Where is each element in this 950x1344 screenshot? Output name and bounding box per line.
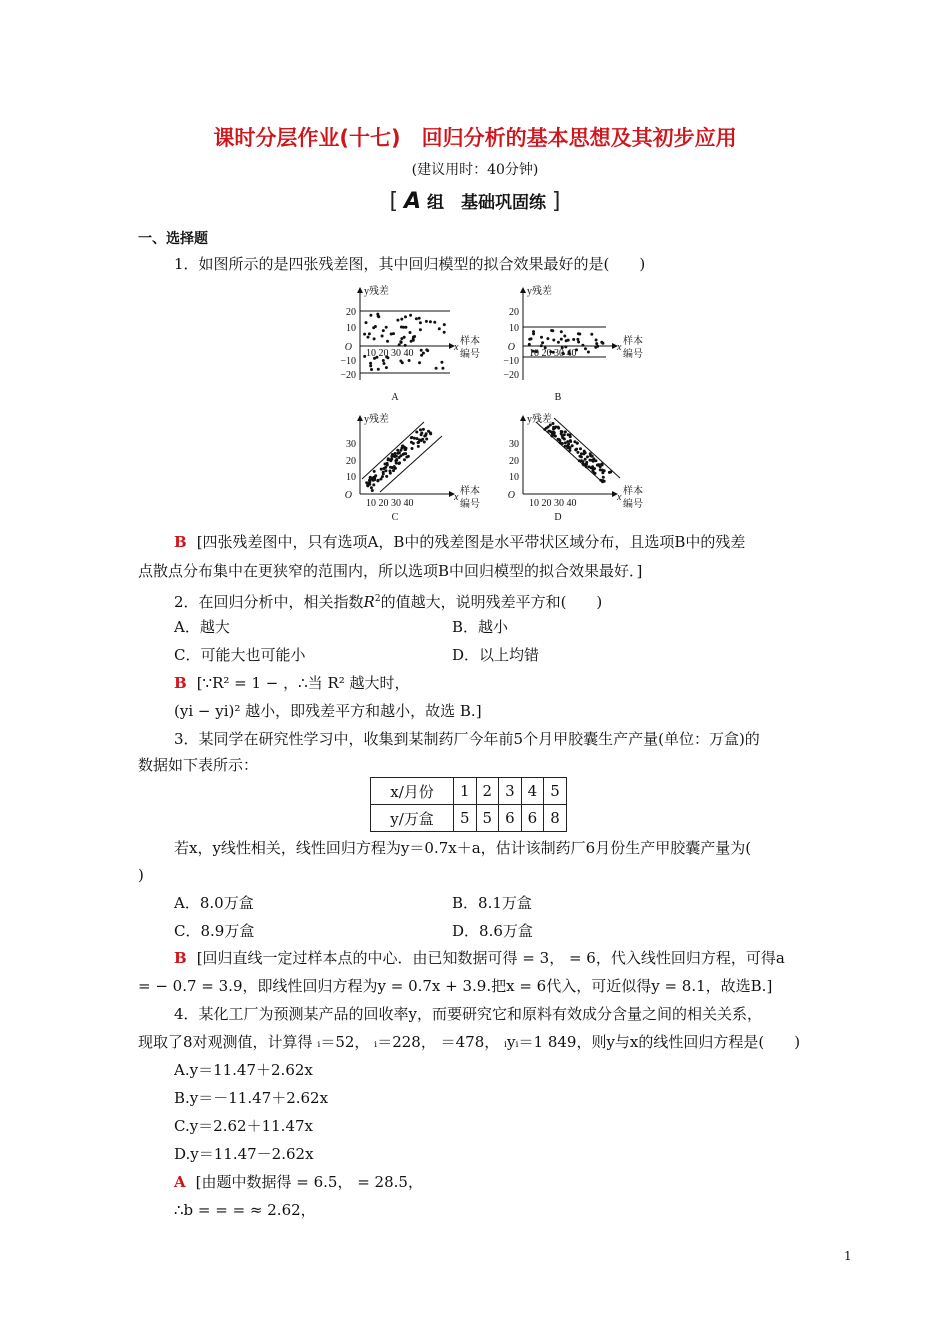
residual-point [547,430,550,433]
residual-point [418,361,421,364]
residual-point [373,337,376,340]
tick-label: −20 [340,370,356,381]
q2-stem-sup: 2 [374,594,381,604]
x-axis-label-2: 编号 [460,499,480,510]
residual-point [579,447,582,450]
residual-point [566,440,569,443]
tick-label: 20 [346,456,356,467]
residual-point [371,489,374,492]
residual-point [560,430,563,433]
residual-point [395,462,398,465]
residual-point [577,341,580,344]
residual-point [374,325,377,328]
tick-label: 20 [346,307,356,318]
origin-label: O [507,342,515,353]
residual-point [385,326,388,329]
x-tick-labels: 10 20 30 40 [366,498,414,509]
plot-b [523,288,617,380]
tick-label: 30 [346,439,356,450]
residual-point [595,339,598,342]
residual-point [569,440,572,443]
residual-point [376,313,379,316]
residual-point [557,341,560,344]
residual-point [381,335,384,338]
residual-point [417,441,420,444]
residual-point [369,364,372,367]
residual-point [601,479,604,482]
q2-option-d: D．以上均错 [452,646,540,664]
q4-option-c: C.y＝2.62＋11.47x [174,1117,313,1135]
residual-point [365,481,368,484]
residual-point [560,330,563,333]
plot-caption: A [391,392,399,403]
q4-explain-2: ∴b = = = ≈ 2.62， [174,1201,316,1219]
bracket-left: [ [389,189,399,214]
residual-point [401,361,404,364]
residual-point [580,455,583,458]
tick-label: 20 [509,307,519,318]
origin-label: O [507,490,515,501]
residual-point [398,461,401,464]
residual-point [425,348,428,351]
residual-point [369,476,372,479]
residual-point [584,347,587,350]
residual-point [584,458,587,461]
residual-point [581,344,584,347]
residual-point [576,338,579,341]
residual-plots-figure [338,284,668,524]
q4-answer: A [174,1173,186,1191]
residual-point [601,463,604,466]
residual-point [586,455,589,458]
residual-point [433,321,436,324]
residual-point [576,451,579,454]
residual-point [551,432,554,435]
x-axis-label-2: 编号 [623,349,643,360]
page-number: 1 [844,1249,852,1263]
residual-point [564,445,567,448]
residual-point [363,333,366,336]
table-row [371,805,567,832]
residual-point [528,338,531,341]
residual-point [438,327,441,330]
residual-point [543,428,546,431]
residual-point [541,341,544,344]
residual-point [403,336,406,339]
residual-point [582,460,585,463]
residual-point [409,331,412,334]
residual-point [567,443,570,446]
residual-point [578,333,581,336]
residual-point [369,362,372,365]
q1-stem: 1．如图所示的是四张残差图，其中回归模型的拟合效果最好的是( ) [174,255,646,273]
residual-point [400,318,403,321]
residual-point [370,486,373,489]
q3-table [370,777,567,832]
q3-stem-4: ) [138,866,144,884]
q4-option-d: D.y＝11.47－2.62x [174,1145,314,1163]
tick-label: −20 [503,370,519,381]
residual-point [403,446,406,449]
plot-caption: B [554,392,562,403]
q2-stem [174,589,602,612]
residual-point [400,447,403,450]
residual-point [382,329,385,332]
residual-point [370,368,373,371]
residual-point [384,469,387,472]
residual-point [389,470,392,473]
residual-point [389,466,392,469]
residual-point [592,471,595,474]
table-cell: x/月份 [371,778,454,805]
x-axis-label-1: 样本 [623,336,643,347]
residual-point [419,328,422,331]
residual-point [387,458,390,461]
residual-point [554,426,557,429]
y-axis-label: y残差 [364,414,389,425]
residual-point [373,470,376,473]
residual-point [422,352,425,355]
plot-caption: C [391,512,399,523]
residual-point [420,349,423,352]
residual-point [546,337,549,340]
residual-point [443,331,446,334]
residual-point [540,344,543,347]
residual-point [540,336,543,339]
x-axis-label: x [454,342,459,353]
residual-point [368,483,371,486]
residual-point [578,459,581,462]
q4-stem-2: 现取了8对观测值，计算得 ᵢ＝52， ᵢ＝228， ＝478， ᵢyᵢ＝1 849，则y与x的线性回归方程是( ) [138,1033,801,1051]
residual-point [420,433,423,436]
residual-point [589,459,592,462]
residual-point [435,367,438,370]
residual-point [441,367,444,370]
x-axis-label-2: 编号 [623,499,643,510]
residual-point [572,338,575,341]
residual-point [377,368,380,371]
residual-point [552,339,555,342]
residual-point [391,453,394,456]
residual-point [421,438,424,441]
residual-point [392,469,395,472]
residual-point [425,320,428,323]
residual-point [589,452,592,455]
q4-stem-1: 4．某化工厂为预测某产品的回收率y，而要研究它和原料有效成分含量之间的相关关系， [174,1005,763,1023]
x-tick-labels: 10 20 30 40 [529,348,577,359]
q4-explain-1: [由题中数据得 = 6.5， = 28.5， [195,1173,423,1191]
residual-point [600,341,603,344]
residual-point [429,431,432,434]
residual-point [595,342,598,345]
x-axis-label: x [454,492,459,503]
residual-point [575,448,578,451]
q1-answer: B [174,533,187,551]
table-cell: y/万盒 [371,805,454,832]
q2-option-b: B．越小 [452,618,509,636]
residual-point [418,317,421,320]
residual-point [394,452,397,455]
residual-point [565,339,568,342]
q4-option-a: A.y＝11.47＋2.62x [174,1061,313,1079]
residual-point [410,441,413,444]
residual-point [403,452,406,455]
tick-label: 30 [509,439,519,450]
q1-explain-2: 点散点分布集中在更狭窄的范围内，所以选项B中回归模型的拟合效果最好．] [138,562,643,580]
residual-point [380,478,383,481]
residual-point [560,338,563,341]
residual-point [408,359,411,362]
residual-point [398,456,401,459]
residual-point [417,445,420,448]
residual-point [528,343,531,346]
residual-point [372,479,375,482]
tick-label: −10 [503,356,519,367]
residual-point [592,460,595,463]
q2-answer: B [174,674,187,692]
residual-point [403,458,406,461]
residual-point [397,452,400,455]
residual-point [368,332,371,335]
q2-option-c: C．可能大也可能小 [174,646,306,664]
y-axis-label: y残差 [364,286,389,297]
tick-label: 10 [509,323,519,334]
section-heading: 一、选择题 [138,231,208,247]
q3-stem-2: 数据如下表所示： [138,756,259,774]
residual-point [547,425,550,428]
residual-point [532,332,535,335]
residual-point [591,455,594,458]
residual-point [599,468,602,471]
residual-point [393,465,396,468]
residual-point [602,476,605,479]
x-axis-label-1: 样本 [460,486,480,497]
q3-explain-1: [回归直线一定过样本点的中心．由已知数据可得 = 3， = 6，代入线性回归方程，可得a [196,949,785,967]
residual-point [383,362,386,365]
origin-label: O [344,490,352,501]
group-label: 组 基础巩固练 [426,193,546,213]
residual-point [402,326,405,329]
residual-point [422,428,425,431]
residual-point [411,447,414,450]
q3-option-c: C．8.9万盒 [174,922,255,940]
x-axis-label-2: 编号 [460,349,480,360]
q1-explain-1: [四张残差图中，只有选项A，B中的残差图是水平带状区域分布，且选项B中的残差 [196,533,746,551]
page-title: 课时分层作业(十七) 回归分析的基本思想及其初步应用 [213,126,737,150]
residual-point [568,449,571,452]
residual-plots [338,284,668,524]
residual-point [393,455,396,458]
q2-stem-r: R [363,593,375,611]
residual-point [419,321,422,324]
tick-label: 20 [509,456,519,467]
suggested-time: (建议用时：40分钟) [411,162,539,178]
q3-stem-3: 若x，y线性相关，线性回归方程为y＝0.7x＋a，估计该制药厂6月份生产甲胶囊产量为( [174,839,752,857]
residual-point [415,431,418,434]
residual-point [594,346,597,349]
residual-point [396,319,399,322]
x-tick-labels: 10 20 30 40 [366,348,414,359]
residual-point [384,466,387,469]
residual-point [390,333,393,336]
tick-label: 10 [346,323,356,334]
residual-point [404,344,407,347]
q3-explain-2: = − 0.7 = 3.9，即线性回归方程为y = 0.7x + 3.9.把x = 6代入，可近似得y = 8.1，故选B.] [138,977,773,995]
table-cell: 5 [476,805,499,832]
residual-point [567,433,570,436]
residual-point [424,434,427,437]
q2-answer-line [174,673,410,693]
residual-point [423,441,426,444]
residual-point [596,464,599,467]
residual-point [365,321,368,324]
x-axis-label-1: 样本 [623,486,643,497]
residual-point [440,361,443,364]
residual-point [582,452,585,455]
q3-answer: B [174,949,187,967]
residual-point [561,442,564,445]
residual-point [429,320,432,323]
residual-point [554,435,557,438]
q2-explain-2: (yi − yi)² 越小，即残差平方和越小，故选 B.] [174,702,482,720]
residual-point [396,449,399,452]
table-row [371,778,567,805]
residual-point [412,339,415,342]
residual-point [389,459,392,462]
plot-c [360,416,454,494]
q2-explain-1: [∵R² = 1 − ，∴当 R² 越大时， [196,674,410,692]
group-heading [0,188,950,214]
q4-option-b: B.y＝－11.47＋2.62x [174,1089,329,1107]
residual-point [398,343,401,346]
residual-point [404,315,407,318]
residual-point [369,314,372,317]
q3-option-a: A．8.0万盒 [174,894,254,912]
group-letter: A [404,189,422,214]
residual-point [418,438,421,441]
x-tick-labels: 10 20 30 40 [529,498,577,509]
residual-point [385,366,388,369]
q3-option-d: D．8.6万盒 [452,922,533,940]
table-cell: 8 [544,805,567,832]
table-cell: 2 [476,778,499,805]
residual-point [368,479,371,482]
q1-answer-line [174,532,745,552]
residual-point [587,351,590,354]
residual-point [583,464,586,467]
residual-point [551,329,554,332]
residual-point [443,323,446,326]
q2-stem-a: 2．在回归分析中，相关指数 [174,593,364,611]
q2-option-a: A．越大 [174,618,230,636]
plot-d [523,416,620,494]
residual-point [588,465,591,468]
q2-stem-b: 的值越大，说明残差平方和( ) [380,593,603,611]
x-axis-label: x [617,492,622,503]
table-cell: 3 [499,778,522,805]
tick-label: 10 [346,472,356,483]
residual-point [411,436,414,439]
y-axis-label: y残差 [527,286,552,297]
residual-point [563,335,566,338]
residual-point [590,333,593,336]
q3-stem-1: 3．某同学在研究性学习中，收集到某制药厂今年前5个月甲胶囊生产产量(单位：万盒)的 [174,730,760,748]
residual-point [386,340,389,343]
residual-point [564,430,567,433]
residual-point [569,446,572,449]
plot-a [360,288,454,380]
residual-point [609,471,612,474]
origin-label: O [344,342,352,353]
y-axis-label: y残差 [527,414,552,425]
plot-caption: D [554,512,562,523]
residual-point [576,442,579,445]
residual-point [376,479,379,482]
table-cell: 1 [454,778,477,805]
tick-label: 10 [509,472,519,483]
residual-point [557,438,560,441]
residual-point [591,465,594,468]
bracket-right: ] [551,189,561,214]
residual-point [380,468,383,471]
table-cell: 4 [521,778,544,805]
residual-point [399,340,402,343]
residual-point [405,456,408,459]
residual-point [382,359,385,362]
q4-answer-line [174,1172,423,1192]
residual-point [367,336,370,339]
tick-label: −10 [340,356,356,367]
residual-point [425,438,428,441]
q3-option-b: B．8.1万盒 [452,894,532,912]
table-cell: 5 [454,805,477,832]
residual-point [385,475,388,478]
residual-point [409,314,412,317]
x-axis-label-1: 样本 [460,336,480,347]
table-cell: 6 [521,805,544,832]
residual-point [603,469,606,472]
residual-point [415,317,418,320]
residual-point [557,427,560,430]
x-axis-label: x [617,342,622,353]
residual-point [419,428,422,431]
residual-point [382,471,385,474]
residual-point [372,483,375,486]
residual-point [561,436,564,439]
table-cell: 6 [499,805,522,832]
table-cell: 5 [544,778,567,805]
q3-answer-line [174,948,785,968]
